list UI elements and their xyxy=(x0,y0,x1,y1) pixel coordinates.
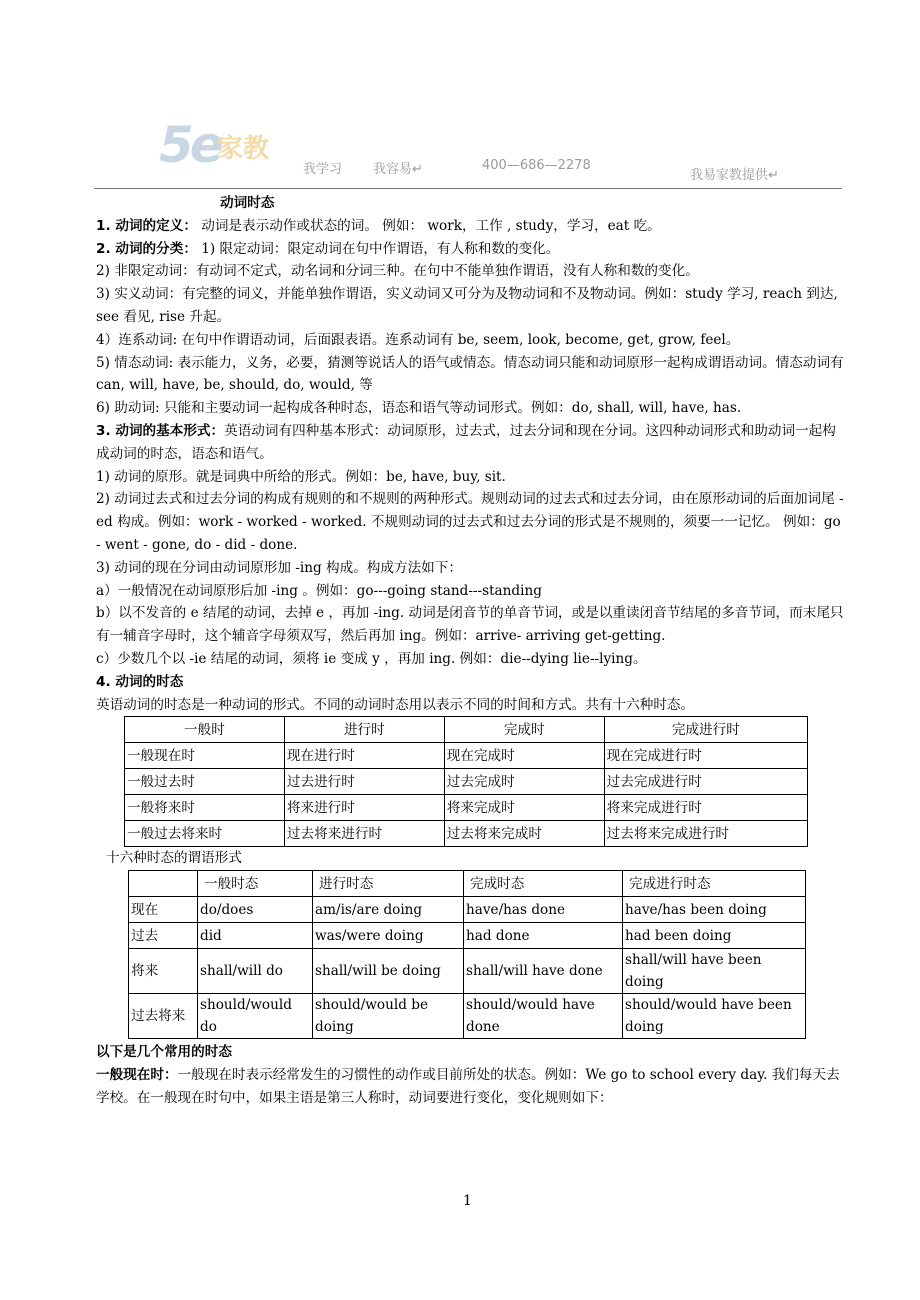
table-caption: 十六种时态的谓语形式 xyxy=(106,850,242,867)
text: 1) 限定动词：限定动词在句中作谓语，有人称和数的变化。 xyxy=(196,240,560,257)
table-cell: 一般将来时 xyxy=(125,795,285,821)
table-cell: 过去将来完成进行时 xyxy=(604,821,807,847)
table-cell: 过去将来完成时 xyxy=(444,821,604,847)
table-cell: 过去将来 xyxy=(129,994,198,1039)
table-cell: shall/will be doing xyxy=(313,949,464,994)
table-cell: did xyxy=(198,923,313,949)
tense-table xyxy=(124,716,808,847)
table-cell: should/would be doing xyxy=(313,994,464,1039)
table-header-cell: 完成时态 xyxy=(464,871,623,897)
paragraph xyxy=(96,238,846,261)
table-row xyxy=(129,923,806,949)
table-cell: was/were doing xyxy=(313,923,464,949)
heading: 1. 动词的定义： xyxy=(96,217,197,234)
section-heading: 4. 动词的时态 xyxy=(96,673,184,690)
heading: 3. 动词的基本形式： xyxy=(96,422,225,439)
paragraph xyxy=(96,420,846,466)
section-heading: 以下是几个常用的时态 xyxy=(96,1044,232,1061)
doc-title: 动词时态 xyxy=(220,195,275,211)
table-header-cell: 完成时 xyxy=(444,717,604,743)
table-row xyxy=(125,743,808,769)
table-cell: have/has been doing xyxy=(623,897,806,923)
table-cell: 现在完成时 xyxy=(444,743,604,769)
table-cell: 一般过去时 xyxy=(125,769,285,795)
paragraph: 6) 助动词: 只能和主要动词一起构成各种时态，语态和语气等动词形式。例如：do, shall, will, have, has. xyxy=(96,400,742,417)
table-header-cell: 一般时态 xyxy=(198,871,313,897)
table-header-cell: 进行时 xyxy=(284,717,444,743)
logo xyxy=(157,118,307,180)
paragraph: 5) 情态动词: 表示能力，义务，必要，猜测等说话人的语气或情态。情态动词只能和动词原形一起构成谓语动词。情态动词有 can, will, have, be, should, do, would, 等 xyxy=(96,354,844,394)
table-row xyxy=(125,795,808,821)
table-row xyxy=(125,769,808,795)
table-cell: 一般过去将来时 xyxy=(125,821,285,847)
heading: 一般现在时： xyxy=(96,1066,178,1083)
table-cell: shall/will have been doing xyxy=(623,949,806,994)
table-cell: 过去完成时 xyxy=(444,769,604,795)
table-cell: should/would have been doing xyxy=(623,994,806,1039)
table-row xyxy=(129,994,806,1039)
table-row xyxy=(125,821,808,847)
table-cell: should/would have done xyxy=(464,994,623,1039)
table-cell: had been doing xyxy=(623,923,806,949)
paragraph xyxy=(96,1064,846,1110)
text: 英语动词有四种基本形式：动词原形，过去式，过去分词和现在分词。这四种动词形式和助动词一起构成动词的时态，语态和语气。 xyxy=(96,422,836,462)
table-cell: 将来完成时 xyxy=(444,795,604,821)
table-cell: 过去进行时 xyxy=(284,769,444,795)
table-header-cell: 完成进行时态 xyxy=(623,871,806,897)
predicate-form-table xyxy=(128,870,806,1039)
table-header-cell: 进行时态 xyxy=(313,871,464,897)
paragraph xyxy=(96,215,846,238)
table-cell: 将来进行时 xyxy=(284,795,444,821)
table-cell: 现在完成进行时 xyxy=(604,743,807,769)
paragraph: 3) 动词的现在分词由动词原形加 -ing 构成。构成方法如下： xyxy=(96,559,462,576)
paragraph: 2) 非限定动词：有动词不定式，动名词和分词三种。在句中不能单独作谓语，没有人称和数的变化。 xyxy=(96,263,699,280)
slogan-1: 我学习 xyxy=(303,162,343,177)
table-cell: shall/will do xyxy=(198,949,313,994)
logo-name: 家教 xyxy=(217,134,270,164)
table-cell: 现在 xyxy=(129,897,198,923)
table-header-cell: 完成进行时 xyxy=(604,717,807,743)
table-cell: 将来 xyxy=(129,949,198,994)
table-cell: had done xyxy=(464,923,623,949)
slogan-2: 我容易↵ xyxy=(373,162,423,177)
logo-five: 5e xyxy=(159,116,220,174)
text: 动词是表示动作或状态的词。 例如： work，工作 , study，学习，eat 吃。 xyxy=(196,217,661,234)
slogan-provider: 我易家教提供↵ xyxy=(690,168,779,183)
table-cell: 过去将来进行时 xyxy=(284,821,444,847)
table-cell: have/has done xyxy=(464,897,623,923)
paragraph: 英语动词的时态是一种动词的形式。不同的动词时态用以表示不同的时间和方式。共有十六种时态。 xyxy=(96,696,695,713)
table-row xyxy=(129,897,806,923)
table-header-cell xyxy=(129,871,198,897)
paragraph: a）一般情况在动词原形后加 -ing 。例如：go---going stand---standing xyxy=(96,582,542,599)
paragraph: 3) 实义动词：有完整的词义，并能单独作谓语，实义动词又可分为及物动词和不及物动词。例如：study 学习, reach 到达, see 看见, rise 升起。 xyxy=(96,286,838,325)
table-cell: shall/will have done xyxy=(464,949,623,994)
table-row xyxy=(129,949,806,994)
header-banner xyxy=(157,118,847,188)
paragraph: 2) 动词过去式和过去分词的构成有规则的和不规则的两种形式。规则动词的过去式和过去分词，由在原形动词的后面加词尾 -ed 构成。例如：work - worked - worked. 不规则动词的过去式和过去分词的形式是不规则的，须要一一记忆。 例如：go - went - gone, do - did - done. xyxy=(96,491,844,553)
table-cell: 将来完成进行时 xyxy=(604,795,807,821)
table-cell: am/is/are doing xyxy=(313,897,464,923)
hotline: 400—686—2278 xyxy=(482,158,591,173)
table-cell: 现在进行时 xyxy=(284,743,444,769)
paragraph: c）少数几个以 -ie 结尾的动词，须将 ie 变成 y ，再加 ing. 例如：die--dying lie--lying。 xyxy=(96,650,647,667)
table-cell: 一般现在时 xyxy=(125,743,285,769)
page-number: 1 xyxy=(463,1193,472,1209)
table-header-row xyxy=(129,871,806,897)
text: 一般现在时表示经常发生的习惯性的动作或目前所处的状态。例如：We go to school every day. 我们每天去学校。在一般现在时句中，如果主语是第三人称时，动词要进行变化，变化规则如下： xyxy=(96,1066,840,1106)
table-cell: 过去完成进行时 xyxy=(604,769,807,795)
table-header-row xyxy=(125,717,808,743)
table-header-cell: 一般时 xyxy=(125,717,285,743)
table-cell: do/does xyxy=(198,897,313,923)
table-cell: should/would do xyxy=(198,994,313,1039)
paragraph: b）以不发音的 e 结尾的动词，去掉 e ，再加 -ing. 动词是闭音节的单音节词，或是以重读闭音节结尾的多音节词，而末尾只有一辅音字母时，这个辅音字母须双写，然后再加 ing。例如：arrive- arriving get-getting. xyxy=(96,605,844,645)
paragraph: 1) 动词的原形。就是词典中所给的形式。例如：be, have, buy, sit. xyxy=(96,468,506,485)
table-cell: 过去 xyxy=(129,923,198,949)
document-body xyxy=(96,192,846,1110)
heading: 2. 动词的分类： xyxy=(96,240,197,257)
paragraph: 4）连系动词: 在句中作谓语动词，后面跟表语。连系动词有 be, seem, look, become, get, grow, feel。 xyxy=(96,331,740,348)
header-rule xyxy=(94,188,842,189)
